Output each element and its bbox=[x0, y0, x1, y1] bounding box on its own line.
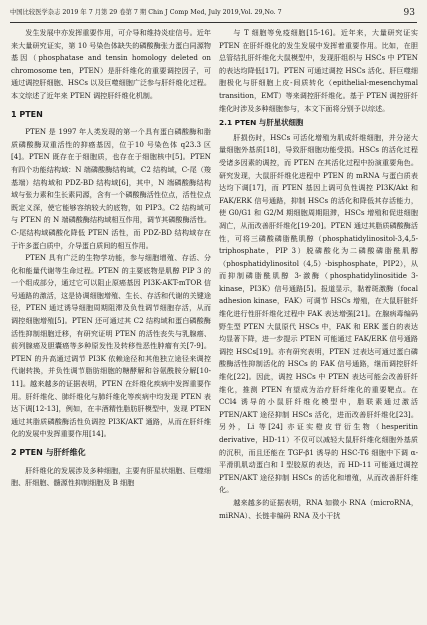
body-paragraph: 肝损伤时，HSCs 可活化增殖为肌成纤维细胞，并分泌大量细胞外基质[18]，导致肝细胞功能受损。HSCs 的活化过程受诸多因素的调控，而 PTEN 在其活化过程中扮演重要角色。研究发现，大鼠肝纤维化进程中 PTEN 的 mRNA 与蛋白质表达均下调[17]，而 PTEN 基因上调可负性调控 PI3K/Akt 和 FAK/ERK 信号通路，抑制 HSCs 的活化和降低其存活能力，使 G0/G1 和 G2/M 期细胞周期阻滞，HSCs 增殖和促进细胞凋亡，从而改善肝纤维化[19-20]。PTEN 通过其脂质磷酸酶活性，可将三磷酸磷脂酰肌醇（phosphatidylinositol-3,4,5-triphosphate，PIP 3）脱磷酸化为二磷酸磷脂酰肌醇（phosphatidylinositol（4,5）-bisphosphate，PIP2），从而抑制磷脂酰肌醇 3-激酶（phosphatidylinositide 3-kinase，PI3K）信号通路[5]。报道显示，黏着斑激酶（focal adhesion kinase，FAK）可调节 HSCs 增殖，在大鼠肝脏纤维化进行性肝纤维化过程中 FAK 表达增强[21]。在腺病毒编码野生型 PTEN 大鼠原代 HSCs 中，FAK 和 ERK 蛋白的表达均显著下降，进一步提示 PTEN 可能通过 FAK/ERK 信号通路调控 HSCs[19]。亦有研究表明，PTEN 过表达可通过蛋白磷酸酶活性抑制活化的 HSCs 的 FAK 信号通路，继而调控肝纤维化[22]。因此，调控 HSCs 中 PTEN 表达可能会改善肝纤维化，推测 PTEN 有望成为治疗肝纤维化的重要靶点。在 CCl4 诱导的小鼠肝纤维化模型中，脂联素通过激活 PTEN/AKT 途径抑制 HSCs 活化，进而改善肝纤维化[23]。另外，Li 等[24] 亦证实橙皮苷衍生物（hesperitin derivative，HD-11）不仅可以减轻大鼠肝纤维化细胞外基质的沉积，而且还能在 TGF-β1 诱导的 HSC-T6 细胞中下调 α-平滑肌肌动蛋白和 I 型胶原的表达，而 HD-11 可能通过调控 PTEN/AKT 途径抑制 HSCs 的活化和增殖，从而改善肝纤维化。 bbox=[219, 132, 418, 495]
body-paragraph: PTEN 是 1997 年人类发现的第一个具有蛋白磷酸酶和脂质磷酸酶双重活性的抑癌基因，位于10 号染色体 q23.3 区[4]。PTEN 既存在于细胞质，也存在于细胞核中[5]。PTEN 有四个功能结构域：N 端磷酸酶结构域，C2 结构域，C-尾（羧基端）结构域和 PDZ-BD 结构域[6]，其中，N 端磷酸酶结构域与张力素和生长素同源，含有一个磷酸酶活性位点，活性位点既定义深，使它能够容纳较大的底物，如 PIP3。C2 结构域可与 PTEN 的 N 端磷酸酶结构域相互作用，调节其磷酸酶活性。C-尾结构域磷酸化降低 PTEN 活性，而 PDZ-BD 结构域存在于许多蛋白质中，介导蛋白质间的相互作用。 bbox=[11, 127, 211, 250]
left-column bbox=[11, 27, 211, 621]
page-number: 93 bbox=[403, 8, 415, 18]
right-column bbox=[219, 27, 418, 621]
intro-paragraph: 发生发展中亦发挥重要作用，可介导和维持炎症信号。近年来大量研究证实，第 10 号染色体缺失的磷酸酶张力蛋白同源物基因（phosphatase and tensin homology deleted on chromosome ten，PTEN）是肝纤维化的重要调控因子，可通过调控肝细胞、HSCs 以及巨噬细胞广泛参与肝纤维化过程。本文综述了近年来 PTEN 调控肝纤维化机制。 bbox=[11, 28, 211, 100]
journal-citation: 中国比较医学杂志 2019 年 7 月第 29 卷第 7 期 Chin J Comp Med, July 2019,Vol. 29,No. 7 bbox=[10, 9, 282, 16]
body-paragraph: 越来越多的证据表明，RNA 如微小 RNA（microRNA，miRNA）、长链非编码 RNA 及小干扰 bbox=[219, 497, 418, 520]
running-header bbox=[10, 5, 417, 21]
header-rule bbox=[10, 22, 417, 23]
body-paragraph: 肝纤维化的发展涉及多种细胞，主要有肝星状细胞、巨噬细胞、肝细胞、髓源性抑制细胞及 B 细胞 bbox=[11, 465, 211, 488]
body-paragraph: PTEN 具有广泛的生物学功能，参与细胞增殖、存活、分化和能量代谢等生命过程。PTEN 的主要底物是肌醇 PIP 3 的一个组成部分，通过它可以阻止原癌基因 PI3K-AKT-mTOR 信号通路的激活，这是协调细胞增殖、生长、存活和代谢的关键途径，PTEN 通过诱导细胞周期阻滞及负性调节细胞存活，从而调控细胞增殖[5]。PTEN 还可通过其 C2 结构域和蛋白磷酸酶活性抑制细胞迁移，有研究证明 PTEN 的活性丧失与乳腺癌、前列腺癌及胆囊癌等多种原发性及转移性恶性肿瘤有关[7-9]。PTEN 的升高通过调节 PI3K 依赖途径和其他独立途径来调控代谢转换，并负性调节脂肪细胞的糖酵解和谷氨酰胺分解[10-11]。越来越多的证据表明，PTEN 在纤维化疾病中发挥重要作用。肝纤维化、肺纤维化与肺纤维化等疾病中均发现 PTEN 表达下调[12-13]，例如，在丰酒精性脂肪肝模型中，发现 PTEN 通过其脂质磷酸酶活性负调控 PI3K/AKT 通路，从而在肝纤维化的发展中发挥重要作用[14]。 bbox=[11, 253, 211, 439]
body-paragraph: 与 T 细胞等免疫细胞[15-16]。近年来，大量研究证实 PTEN 在肝纤维化的发生发展中发挥着重要作用。比如，在胆总管结扎肝纤维化大鼠模型中，发现肝组织与 HSCs 中 PTEN 的表达均降低[17]。PTEN 可通过调控 HSCs 活化、肝巨噬细胞极化与肝细胞上皮-间质转化（epithelial-mesenchymal transition，EMT）等来调控肝纤维化。基于 PTEN 调控肝纤维化时涉及多种细胞参与，本文下面将分别予以综述。 bbox=[219, 28, 418, 113]
section-heading-pten: 1 PTEN bbox=[11, 109, 43, 119]
subsection-heading-hsc: 2.1 PTEN 与肝星状细胞 bbox=[219, 118, 304, 128]
section-heading-pten-liver-fibrosis: 2 PTEN 与肝纤维化 bbox=[11, 448, 86, 457]
